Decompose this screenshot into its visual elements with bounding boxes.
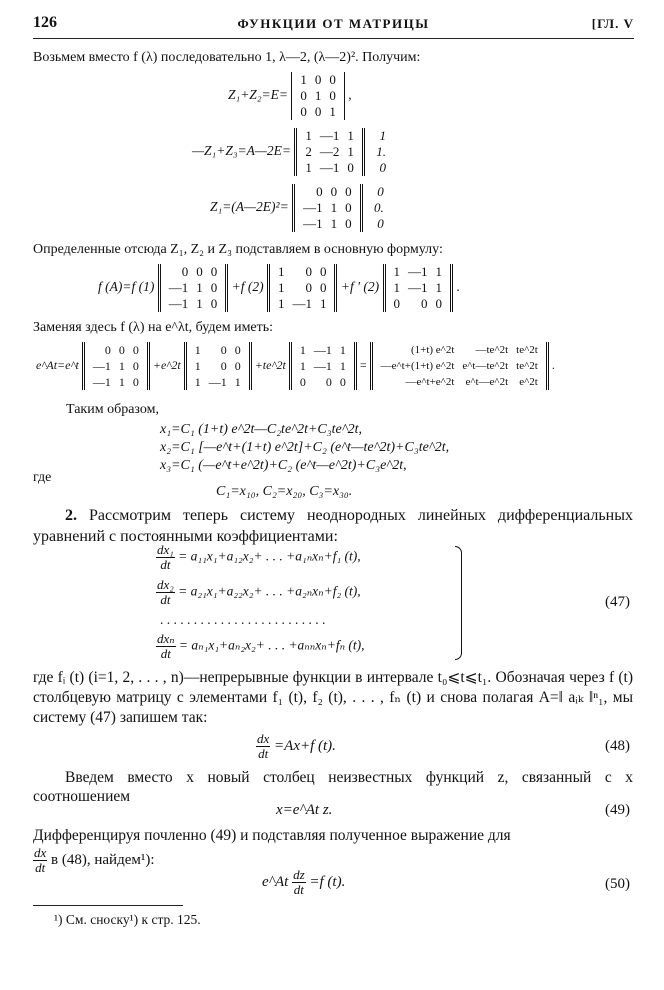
equation-48 [256,732,336,761]
exp-matrix-1-cell: 0 [132,375,139,389]
exp-matrix-2-cell: 0 [234,359,241,373]
replace-text: Заменяя здесь f (λ) на e^λt, будем иметь: [33,320,274,335]
where-text: где [33,470,52,485]
matrix-a-2e-cell: —1 [319,160,340,175]
equation-3 [210,184,392,232]
matrix-a-2e [294,128,365,176]
matrix-a-2e-cell: 1 [305,128,312,143]
matrix-e-cell: 0 [300,88,307,103]
equation-3-column-row [370,216,388,232]
exp-matrix-2-row [191,358,245,374]
exp-matrix-2 [184,342,252,390]
matrix-a-2e-row [301,128,358,144]
matrix-z2-cell: 0 [319,280,327,295]
system-row-n [156,632,365,661]
equation-2 [192,128,394,176]
exp-formula-term-3: +te^2t [254,357,286,372]
equation-3-column-row [370,184,388,200]
matrix-a-2e-cell: 0 [347,160,354,175]
exp-matrix-result-cell: —e^t+e^2t [405,376,455,388]
exp-matrix-1-row [89,342,143,358]
equation-50-frac [292,868,306,897]
exp-matrix-2-cell: 0 [234,343,241,357]
matrix-z1-cell: —1 [408,264,428,279]
exp-matrix-1-cell: 0 [132,343,139,357]
exp-matrix-3-cell: 1 [339,359,346,373]
matrix-z2-cell: 1 [319,296,327,311]
exp-matrix-1 [82,342,150,390]
basic-formula-term-3: +f ′ (2) [340,279,380,295]
matrix-a-2e-cell: 1 [347,144,354,159]
exp-matrix-1-row [89,374,143,390]
chapter-title: ФУНКЦИИ ОТ МАТРИЦЫ [237,16,430,31]
equation-2-column-row [372,128,390,144]
matrix-a-2e-squared-row [299,184,356,200]
equation-50-den: dt [293,882,304,897]
matrix-e-cell: 1 [329,104,336,119]
exp-matrix-2-cell: —1 [208,375,227,389]
matrix-z1-cell: 0 [393,296,401,311]
matrix-z2-cell: 0 [305,280,312,295]
equation-48-den: dt [258,746,269,761]
exp-formula-equals: = [359,357,367,372]
exp-matrix-1-cell: —1 [92,359,111,373]
exp-matrix-result-cell: (1+t) e^2t [410,344,455,356]
solution-x2: x₂=C₁ [—e^t+(1+t) e^2t]+C₂ (e^t—te^2t)+C₃te^2t, [160,440,450,455]
equation-2-column-row [372,160,390,176]
matrix-e-cell: 0 [314,72,322,87]
running-header [33,14,634,36]
exp-matrix-1-cell: 0 [132,359,139,373]
matrix-a-2e-squared-cell: 0 [345,184,352,199]
system-row-2-rhs: = a₂₁x₁+a₂₂x₂+ . . . +a₂ₙxₙ+f₂ (t), [178,583,361,599]
basic-formula [98,264,460,312]
exp-matrix-2-row [191,374,245,390]
exp-matrix-1-cell: 1 [118,375,125,389]
matrix-z1-cell: —1 [408,280,428,295]
header-rule [33,38,634,39]
matrix-e-cell: 0 [329,88,336,103]
matrix-a-2e-squared-cell: 1 [330,216,338,231]
exp-matrix-3-cell: —1 [313,359,332,373]
matrix-z2-cell: 1 [277,280,285,295]
thus-text: Таким образом, [66,402,159,417]
exp-matrix-3-cell: —1 [313,343,332,357]
equation-number-50: (50) [605,876,630,892]
matrix-z3-cell: —1 [168,280,189,295]
matrix-z3-cell: 0 [210,280,218,295]
matrix-z1-cell: 0 [435,296,443,311]
matrix-z2-cell: —1 [292,296,312,311]
exp-matrix-1-cell: 1 [118,359,125,373]
matrix-a-2e-squared-cell: 1 [330,200,338,215]
matrix-z3-cell: 1 [196,280,203,295]
matrix-e-row [296,104,340,120]
exp-matrix-2-cell: 1 [234,375,241,389]
exp-formula-lhs: e^At=e^t [36,357,79,372]
equation-3-column-cell: 0 [377,216,384,231]
matrix-z2-cell: 0 [319,264,327,279]
system-row-1-frac [156,543,175,572]
matrix-a-2e-squared-cell: —1 [303,200,323,215]
system-row-n-frac [156,632,176,661]
exp-matrix-3-cell: 1 [299,343,306,357]
basic-formula-term-2: +f (2) [231,279,264,295]
system-row-2-num: dx₂ [157,577,174,592]
exp-matrix-result-cell: e^2t [519,376,538,388]
dx-dt-fraction [33,846,47,875]
system-row-2-den: dt [160,592,171,607]
exp-formula-term-2: +e^2t [152,357,181,372]
matrix-z2-cell: 1 [277,296,285,311]
exp-matrix-result-cell: —te^2t [475,344,509,356]
matrix-a-2e-cell: 1 [347,128,354,143]
equation-1-lhs: Z₁+Z₂=E= [228,87,288,103]
matrix-a-2e-cell: 1 [305,160,312,175]
equation-50-pre: e^At [262,873,289,890]
system-row-1-num: dx₁ [157,542,174,557]
system-row-1 [156,543,361,572]
matrix-z3-cell: 0 [181,264,189,279]
matrix-z2-cell: 1 [277,264,285,279]
matrix-a-2e-squared-cell: 0 [345,216,352,231]
paragraph-2 [33,505,633,547]
equation-3-lhs: Z₁=(A—2E)²= [210,199,289,215]
matrix-z3-cell: 0 [210,296,218,311]
matrix-z1-cell: 1 [435,264,443,279]
matrix-z1-cell: 0 [421,296,428,311]
exp-matrix-1-cell: 0 [104,343,111,357]
exp-matrix-result-row [377,374,542,390]
dx-dt-num: dx [34,845,47,860]
matrix-z3-row [165,264,222,280]
intro-text: Возьмем вместо f (λ) последовательно 1, λ—2, (λ—2)². Получим: [33,50,421,65]
equation-2-column-row [372,144,390,160]
matrix-e [291,72,345,120]
equation-2-column-cell: 1. [376,144,386,159]
equation-2-column-cell: 1 [379,128,386,143]
exp-matrix-1-cell: 0 [118,343,125,357]
equation-2-column [368,128,394,176]
matrix-z3-row [165,296,222,312]
exp-matrix-result-cell: te^2t [516,344,538,356]
matrix-z2 [267,264,338,312]
matrix-z3-cell: 0 [210,264,218,279]
matrix-e-row [296,72,340,88]
footnote: ¹) См. сноску¹) к стр. 125. [54,912,201,927]
exp-matrix-result-row [377,342,542,358]
equation-number-49: (49) [605,802,630,818]
exp-matrix-result-cell: e^t—te^2t [462,360,509,372]
matrix-z3-cell: 1 [196,296,203,311]
matrix-z3-cell: —1 [168,296,189,311]
paragraph-3: где fᵢ (t) (i=1, 2, . . . , n)—непрерывные функции в интервале t₀⩽t⩽t₁. Обозначая через f (t) столбцевую матрицу с элементами f₁ (t), f₂ (t), . . . , fₙ (t) и снова полагая A=‖ aᵢₖ ‖ⁿ₁, мы систему (47) запишем так: [33,669,633,726]
exp-matrix-2-cell: 1 [194,375,201,389]
equation-50-rhs: =f (t). [309,873,346,890]
system-row-1-den: dt [160,557,171,572]
matrix-z1-cell: 1 [393,280,401,295]
matrix-z2-row [274,280,331,296]
paragraph-5-line-1: Дифференцируя почленно (49) и подставляя полученное выражение для [33,827,511,844]
equation-48-num: dx [257,731,270,746]
equation-50 [262,868,345,897]
matrix-z1-row [390,280,447,296]
equation-2-lhs: —Z₁+Z₃=A—2E= [192,143,291,159]
matrix-a-2e-squared-cell: 0 [345,200,352,215]
exp-matrix-result-cell: e^t—e^2t [465,376,509,388]
basic-formula-lhs: f (A)=f (1) [98,279,155,295]
exp-matrix-2-cell: 0 [220,343,227,357]
matrix-e-row [296,88,340,104]
matrix-e-cell: 0 [314,104,322,119]
matrix-z1-cell: 1 [393,264,401,279]
matrix-e-cell: 0 [329,72,336,87]
equation-1-tail: , [348,87,352,103]
exp-matrix-2-cell: 1 [194,359,201,373]
system-row-n-den: dt [160,646,171,661]
exp-matrix-3-cell: 1 [299,359,306,373]
page-number: 126 [33,14,57,31]
matrix-z2-cell: 0 [305,264,312,279]
equation-49: x=e^At z. [276,802,333,818]
exponential-formula [36,342,555,390]
matrix-a-2e-squared-row [299,216,356,232]
matrix-e-cell: 1 [314,88,322,103]
system-row-1-rhs: = a₁₁x₁+a₁₂x₂+ . . . +a₁ₙxₙ+f₁ (t), [178,548,361,564]
exp-matrix-3-row [296,358,350,374]
equation-number-47: (47) [605,594,630,610]
matrix-z2-row [274,296,331,312]
exp-matrix-3-cell: 0 [299,375,306,389]
exp-formula-end: . [551,357,555,372]
paragraph-5-line-2 [33,846,155,875]
matrix-e-cell: 1 [300,72,307,87]
matrix-a-2e-cell: 2 [305,144,312,159]
system-brace [455,546,462,660]
paragraph-2-text: Рассмотрим теперь систему неоднородных линейных дифференциальных уравнений с постоянными коэффициентами: [33,507,633,545]
exp-matrix-2-cell: 1 [194,343,201,357]
exp-matrix-3-row [296,342,350,358]
basic-formula-end: . [456,279,460,295]
exp-matrix-2-cell: 0 [220,359,227,373]
exp-matrix-3-cell: 0 [325,375,332,389]
equation-3-column-row [370,200,388,216]
matrix-a-2e-row [301,144,358,160]
equation-48-frac [256,732,270,761]
equation-48-rhs: =Ax+f (t). [274,737,336,754]
dx-dt-den: dt [35,860,46,875]
exp-matrix-1-row [89,358,143,374]
matrix-z3 [158,264,229,312]
exp-matrix-result-cell: —e^t+(1+t) e^2t [380,360,455,372]
substitution-text: Определенные отсюда Z₁, Z₂ и Z₃ подставляем в основную формулу: [33,242,443,257]
exp-matrix-3-cell: 0 [339,375,346,389]
matrix-z3-cell: 0 [196,264,203,279]
matrix-a-2e-squared-row [299,200,356,216]
equation-3-column [366,184,392,232]
system-row-2 [156,578,361,607]
exp-matrix-result-cell: te^2t [516,360,538,372]
matrix-a-2e-row [301,160,358,176]
constants: C₁=x₁₀, C₂=x₂₀, C₃=x₃₀. [216,484,353,499]
chapter-label: [ГЛ. V [591,16,634,31]
equation-50-num: dz [293,867,305,882]
exp-matrix-3 [289,342,357,390]
exp-matrix-1-cell: —1 [92,375,111,389]
footnote-rule [33,905,183,906]
matrix-a-2e-cell: —1 [319,128,340,143]
matrix-z3-row [165,280,222,296]
matrix-a-2e-squared-cell: 0 [330,184,338,199]
matrix-z2-row [274,264,331,280]
exp-matrix-result-row [377,358,542,374]
equation-3-column-cell: 0 [377,184,384,199]
equation-2-column-cell: 0 [379,160,386,175]
matrix-z1 [383,264,454,312]
equation-1 [228,72,352,120]
matrix-a-2e-squared-cell: —1 [303,216,323,231]
paragraph-4: Введем вместо x новый столбец неизвестных функций z, связанный с x соотношением [33,769,633,805]
exp-matrix-3-row [296,374,350,390]
matrix-z1-row [390,296,447,312]
matrix-a-2e-squared [292,184,363,232]
system-row-n-rhs: = aₙ₁x₁+aₙ₂x₂+ . . . +aₙₙxₙ+fₙ (t), [178,637,365,653]
equation-3-column-cell: 0. [373,200,384,215]
matrix-a-2e-cell: —2 [319,144,340,159]
matrix-z1-row [390,264,447,280]
system-row-n-num: dxₙ [157,631,175,646]
equation-number-48: (48) [605,738,630,754]
system-row-2-frac [156,578,175,607]
paragraph-2-number: 2. [65,507,77,524]
matrix-z1-cell: 1 [435,280,443,295]
exp-matrix-result [370,342,549,390]
matrix-e-cell: 0 [300,104,307,119]
system-dots: . . . . . . . . . . . . . . . . . . . . . . . . . [160,612,326,627]
solution-x1: x₁=C₁ (1+t) e^2t—C₂te^2t+C₃te^2t, [160,422,363,437]
exp-matrix-3-cell: 1 [339,343,346,357]
exp-matrix-2-row [191,342,245,358]
paragraph-5-rest: в (48), найдем¹): [51,851,155,868]
matrix-a-2e-squared-cell: 0 [316,184,323,199]
solution-x3: x₃=C₁ (—e^t+e^2t)+C₂ (e^t—e^2t)+C₃e^2t, [160,458,407,473]
